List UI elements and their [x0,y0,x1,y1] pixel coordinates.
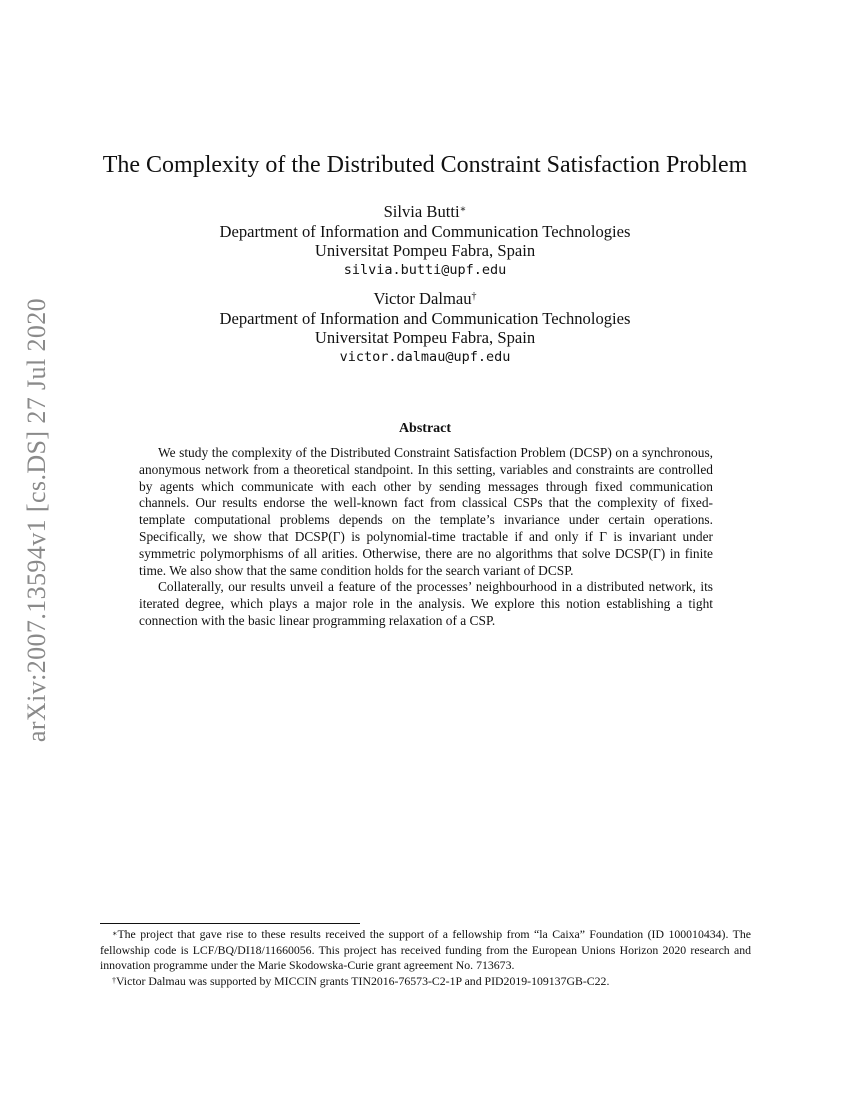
abstract-body [139,445,713,630]
author-department: Department of Information and Communication Technologies [219,308,631,328]
author-footnote-mark: ∗ [459,204,467,215]
author-email: victor.dalmau@upf.edu [339,348,511,365]
abstract-heading: Abstract [398,421,452,436]
footnotes [100,927,751,989]
author-name: Victor Dalmau [373,289,472,308]
paper-title: The Complexity of the Distributed Constraint Satisfaction Problem [102,152,748,178]
author-name: Silvia Butti [383,202,460,221]
footnote-text: The project that gave rise to these results received the support of a fellowship from “la Caixa” Foundation (ID 100010434). The fellowship code is LCF/BQ/DI18/11660056. This project has received funding from the European Unions Horizon 2020 research and innovation programme under the Marie Skodowska-Curie grant agreement No. 713673. [100,927,751,973]
author-footnote-mark: † [471,291,477,302]
arxiv-identifier-stamp: arXiv:2007.13594v1 [cs.DS] 27 Jul 2020 [22,297,51,743]
footnote-mark: † [112,975,116,985]
author-institution: Universitat Pompeu Fabra, Spain [314,241,536,260]
author-institution: Universitat Pompeu Fabra, Spain [314,328,536,347]
author-name-line [0,202,850,222]
author-email: silvia.butti@upf.edu [343,261,507,278]
author-department: Department of Information and Communication Technologies [219,221,631,241]
footnote-mark: ∗ [112,929,118,938]
author-block-butti [0,202,850,280]
abstract-paragraph: Collaterally, our results unveil a feature of the processes’ neighbourhood in a distributed network, its iterated degree, which plays a major role in the analysis. We explore this notion establishing a tight connection with the basic linear programming relaxation of a CSP. [139,579,713,628]
abstract-paragraph: We study the complexity of the Distributed Constraint Satisfaction Problem (DCSP) on a synchronous, anonymous network from a theoretical standpoint. In this setting, variables and constraints are controlled by agents which communicate with each other by sending messages through fixed communication channels. Our results endorse the well-known fact from classical CSPs that the complexity of fixed-template computational problems depends on the template’s invariance under certain operations. Specifically, we show that DCSP(Γ) is polynomial-time tractable if and only if Γ is invariant under symmetric polymorphisms of all arities. Otherwise, there are no algorithms that solve DCSP(Γ) in finite time. We also show that the same condition holds for the search variant of DCSP. [139,445,713,578]
footnote-funding-miccin [100,974,751,990]
footnote-text: Victor Dalmau was supported by MICCIN grants TIN2016-76573-C2-1P and PID2019-109137GB-C22. [116,973,610,988]
footnote-divider [100,923,360,924]
author-name-line [0,289,850,309]
footnote-funding-fellowship [100,927,751,974]
author-block-dalmau [0,289,850,367]
